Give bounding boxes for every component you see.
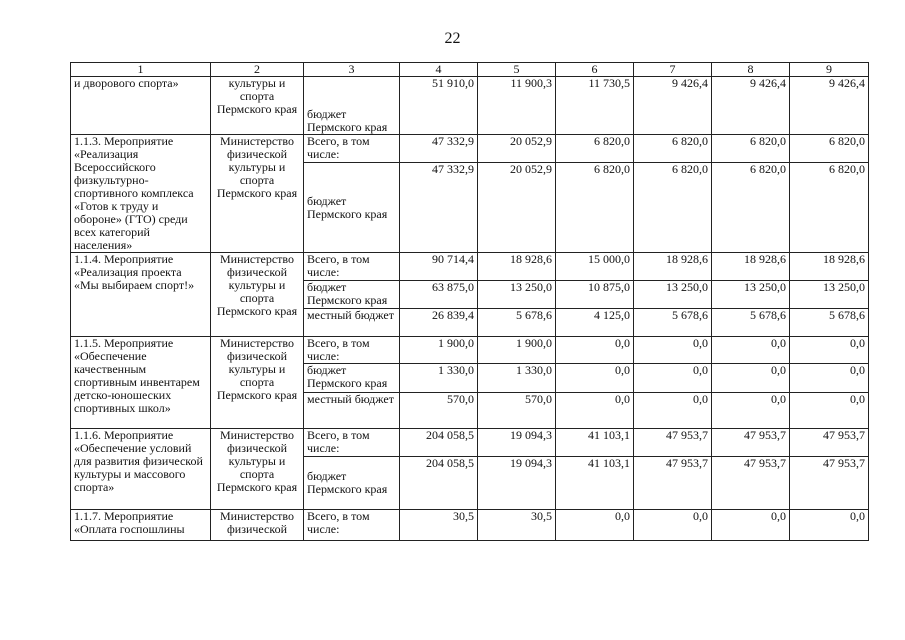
amount-cell: 9 426,4	[712, 77, 790, 135]
table-row	[71, 337, 869, 364]
amount-cell: 63 875,0	[400, 281, 478, 309]
amount-cell: 1 900,0	[400, 337, 478, 364]
activity-name: 1.1.3. Мероприятие «Реализация Всероссийского физкультурно-спортивного комплекса «Готов к труду и обороне» (ГТО) среди всех категорий населения»	[71, 135, 211, 253]
amount-cell: 11 730,5	[556, 77, 634, 135]
amount-cell: 47 953,7	[712, 457, 790, 510]
amount-cell: 6 820,0	[556, 163, 634, 253]
funding-source: Всего, в том числе:	[304, 135, 400, 163]
amount-cell: 0,0	[712, 337, 790, 364]
amount-cell: 0,0	[634, 393, 712, 429]
column-header: 6	[556, 63, 634, 77]
amount-cell: 47 332,9	[400, 163, 478, 253]
amount-cell: 9 426,4	[790, 77, 869, 135]
amount-cell: 0,0	[634, 337, 712, 364]
table-row	[71, 253, 869, 281]
funding-source: Всего, в том числе:	[304, 337, 400, 364]
amount-cell: 6 820,0	[634, 163, 712, 253]
amount-cell: 18 928,6	[712, 253, 790, 281]
column-header: 2	[211, 63, 304, 77]
amount-cell: 0,0	[712, 510, 790, 541]
amount-cell: 0,0	[790, 510, 869, 541]
amount-cell: 13 250,0	[478, 281, 556, 309]
amount-cell: 30,5	[400, 510, 478, 541]
amount-cell: 204 058,5	[400, 429, 478, 457]
funding-source: местный бюджет	[304, 309, 400, 337]
amount-cell: 0,0	[634, 510, 712, 541]
amount-cell: 0,0	[556, 337, 634, 364]
activity-name: 1.1.4. Мероприятие «Реализация проекта «Мы выбираем спорт!»	[71, 253, 211, 337]
amount-cell: 18 928,6	[634, 253, 712, 281]
amount-cell: 26 839,4	[400, 309, 478, 337]
column-header: 8	[712, 63, 790, 77]
amount-cell: 47 953,7	[790, 429, 869, 457]
activity-name: и дворового спорта»	[71, 77, 211, 135]
amount-cell: 90 714,4	[400, 253, 478, 281]
executor-name: Министерство физической культуры и спорта Пермского края	[211, 337, 304, 429]
executor-name: культуры и спорта Пермского края	[211, 77, 304, 135]
amount-cell: 13 250,0	[634, 281, 712, 309]
amount-cell: 6 820,0	[790, 163, 869, 253]
amount-cell: 6 820,0	[634, 135, 712, 163]
amount-cell: 1 900,0	[478, 337, 556, 364]
executor-name: Министерство физической культуры и спорта Пермского края	[211, 429, 304, 510]
activity-name: 1.1.7. Мероприятие «Оплата госпошлины	[71, 510, 211, 541]
funding-source: Всего, в том числе:	[304, 429, 400, 457]
amount-cell: 0,0	[790, 393, 869, 429]
amount-cell: 47 953,7	[790, 457, 869, 510]
amount-cell: 5 678,6	[712, 309, 790, 337]
amount-cell: 13 250,0	[712, 281, 790, 309]
amount-cell: 19 094,3	[478, 429, 556, 457]
activity-name: 1.1.6. Мероприятие «Обеспечение условий для развития физической культуры и массового спорта»	[71, 429, 211, 510]
amount-cell: 20 052,9	[478, 163, 556, 253]
amount-cell: 570,0	[478, 393, 556, 429]
page-number: 22	[444, 30, 461, 47]
amount-cell: 47 953,7	[634, 457, 712, 510]
table-row	[71, 135, 869, 163]
amount-cell: 0,0	[556, 364, 634, 393]
amount-cell: 10 875,0	[556, 281, 634, 309]
amount-cell: 1 330,0	[478, 364, 556, 393]
amount-cell: 11 900,3	[478, 77, 556, 135]
amount-cell: 30,5	[478, 510, 556, 541]
amount-cell: 47 953,7	[712, 429, 790, 457]
column-header: 5	[478, 63, 556, 77]
funding-source: бюджет Пермского края	[304, 77, 400, 135]
amount-cell: 6 820,0	[556, 135, 634, 163]
amount-cell: 41 103,1	[556, 429, 634, 457]
amount-cell: 0,0	[790, 364, 869, 393]
amount-cell: 18 928,6	[790, 253, 869, 281]
amount-cell: 0,0	[712, 393, 790, 429]
amount-cell: 6 820,0	[712, 163, 790, 253]
amount-cell: 9 426,4	[634, 77, 712, 135]
column-header: 4	[400, 63, 478, 77]
amount-cell: 204 058,5	[400, 457, 478, 510]
amount-cell: 18 928,6	[478, 253, 556, 281]
amount-cell: 51 910,0	[400, 77, 478, 135]
amount-cell: 0,0	[556, 393, 634, 429]
amount-cell: 0,0	[634, 364, 712, 393]
amount-cell: 41 103,1	[556, 457, 634, 510]
executor-name: Министерство физической культуры и спорта Пермского края	[211, 135, 304, 253]
column-header: 3	[304, 63, 400, 77]
funding-source: бюджет Пермского края	[304, 281, 400, 309]
column-header: 9	[790, 63, 869, 77]
budget-table	[70, 62, 869, 541]
funding-source: бюджет Пермского края	[304, 364, 400, 393]
executor-name: Министерство физической культуры и спорта Пермского края	[211, 253, 304, 337]
table-row	[71, 510, 869, 541]
amount-cell: 4 125,0	[556, 309, 634, 337]
table-header	[71, 63, 869, 77]
amount-cell: 47 332,9	[400, 135, 478, 163]
amount-cell: 0,0	[712, 364, 790, 393]
table-body	[71, 77, 869, 541]
table-row	[71, 77, 869, 135]
amount-cell: 1 330,0	[400, 364, 478, 393]
table-row	[71, 429, 869, 457]
column-header: 1	[71, 63, 211, 77]
amount-cell: 13 250,0	[790, 281, 869, 309]
amount-cell: 5 678,6	[478, 309, 556, 337]
activity-name: 1.1.5. Мероприятие «Обеспечение качественным спортивным инвентарем детско-юношеских спортивных школ»	[71, 337, 211, 429]
amount-cell: 5 678,6	[790, 309, 869, 337]
amount-cell: 15 000,0	[556, 253, 634, 281]
amount-cell: 20 052,9	[478, 135, 556, 163]
amount-cell: 47 953,7	[634, 429, 712, 457]
amount-cell: 570,0	[400, 393, 478, 429]
funding-source: Всего, в том числе:	[304, 510, 400, 541]
executor-name: Министерство физической	[211, 510, 304, 541]
amount-cell: 19 094,3	[478, 457, 556, 510]
amount-cell: 6 820,0	[712, 135, 790, 163]
amount-cell: 0,0	[790, 337, 869, 364]
amount-cell: 5 678,6	[634, 309, 712, 337]
funding-source: бюджет Пермского края	[304, 457, 400, 510]
amount-cell: 6 820,0	[790, 135, 869, 163]
funding-source: бюджет Пермского края	[304, 163, 400, 253]
funding-source: местный бюджет	[304, 393, 400, 429]
funding-source: Всего, в том числе:	[304, 253, 400, 281]
column-header: 7	[634, 63, 712, 77]
amount-cell: 0,0	[556, 510, 634, 541]
